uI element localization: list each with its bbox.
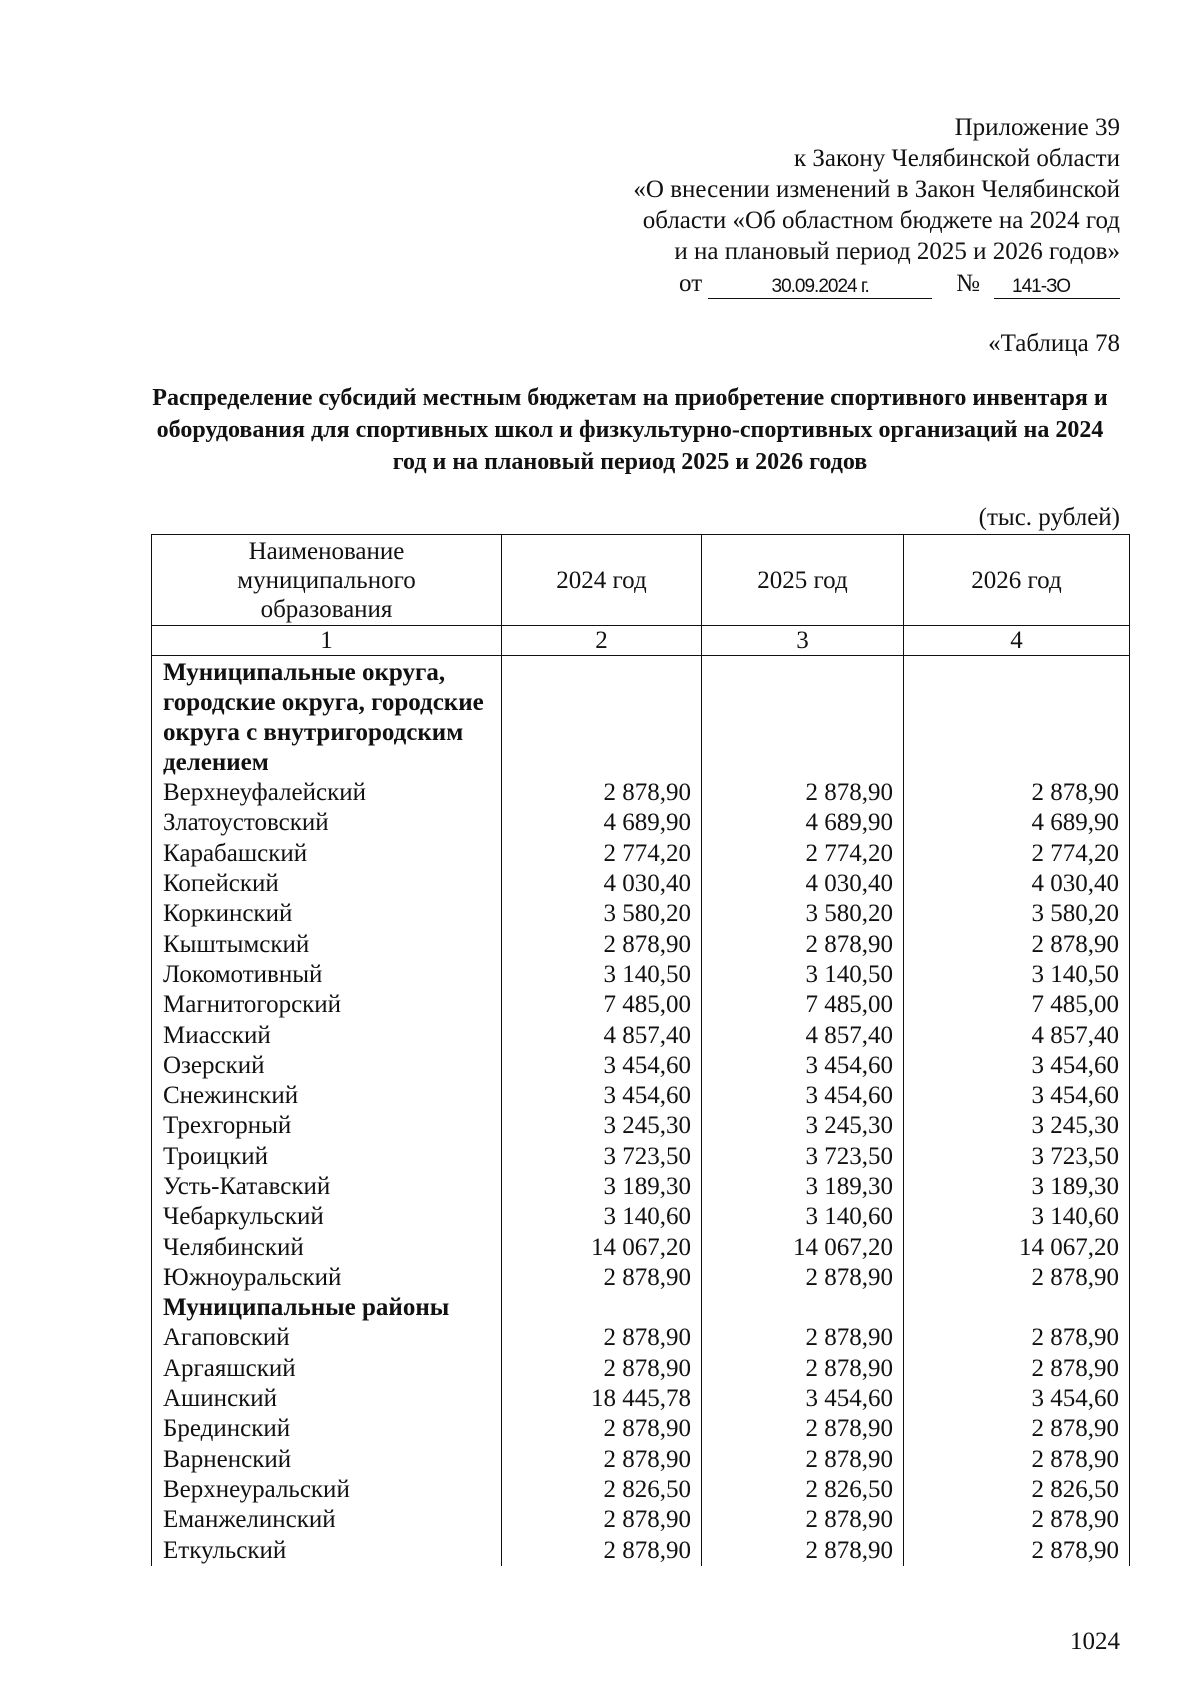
value-2025: 2 878,90: [702, 1354, 904, 1384]
value-2026: 2 878,90: [904, 1414, 1130, 1444]
value-2025: 3 454,60: [702, 1051, 904, 1081]
value-2024: 4 689,90: [502, 808, 702, 838]
value-2025: 2 878,90: [702, 929, 904, 959]
municipality-name: Кыштымский: [152, 929, 502, 959]
table-row: [152, 1142, 1130, 1172]
value-2024: 14 067,20: [502, 1232, 702, 1262]
appendix-line: Приложение 39: [954, 114, 1120, 141]
value-2025: 2 878,90: [702, 778, 904, 808]
table-row: [152, 1505, 1130, 1535]
table-row: [152, 899, 1130, 929]
municipality-name: Миасский: [152, 1020, 502, 1050]
header-municipality: Наименование муниципального образования: [152, 535, 502, 626]
value-2025: 2 878,90: [702, 1263, 904, 1293]
column-number: 3: [702, 626, 904, 656]
value-2024: 3 189,30: [502, 1172, 702, 1202]
table-body: [152, 656, 1130, 1566]
value-2024: 2 878,90: [502, 1445, 702, 1475]
value-2026: 3 140,60: [904, 1202, 1130, 1232]
table-row: [152, 1323, 1130, 1353]
value-2024: 2 878,90: [502, 1323, 702, 1353]
value-2025: 3 245,30: [702, 1111, 904, 1141]
value-2025: 3 140,60: [702, 1202, 904, 1232]
table-row: [152, 1020, 1130, 1050]
value-2025: 2 878,90: [702, 1414, 904, 1444]
law-number: 141-ЗО: [994, 276, 1120, 299]
law-date-number-line: [560, 265, 1120, 299]
value-2024: 3 454,60: [502, 1081, 702, 1111]
municipality-name: Муниципальные округа, городские округа, городские округа с внутригородским делением: [152, 656, 502, 779]
value-2024: 3 580,20: [502, 899, 702, 929]
table-row: [152, 1384, 1130, 1414]
value-2025: 2 878,90: [702, 1323, 904, 1353]
municipality-name: Агаповский: [152, 1323, 502, 1353]
value-2024: 3 454,60: [502, 1051, 702, 1081]
value-2025: [702, 1293, 904, 1323]
appendix-header: [560, 112, 1120, 299]
table-row: [152, 1354, 1130, 1384]
subsidy-table: [151, 534, 1130, 1566]
table-row: [152, 1232, 1130, 1262]
value-2026: 2 878,90: [904, 1445, 1130, 1475]
municipality-name: Озерский: [152, 1051, 502, 1081]
column-number-row: [152, 626, 1130, 656]
value-2026: [904, 1293, 1130, 1323]
value-2026: 2 878,90: [904, 1263, 1130, 1293]
value-2026: 4 030,40: [904, 869, 1130, 899]
value-2026: 2 878,90: [904, 929, 1130, 959]
value-2026: 3 723,50: [904, 1142, 1130, 1172]
value-2024: 2 878,90: [502, 1354, 702, 1384]
law-date: 30.09.2024 г.: [708, 276, 932, 299]
table-header-row: [152, 535, 1130, 626]
appendix-line: к Закону Челябинской области: [794, 145, 1120, 172]
value-2025: 3 189,30: [702, 1172, 904, 1202]
municipality-name: Чебаркульский: [152, 1202, 502, 1232]
appendix-line: области «Об областном бюджете на 2024 год: [642, 207, 1120, 234]
value-2026: 4 689,90: [904, 808, 1130, 838]
table-row: [152, 929, 1130, 959]
document-title: Распределение субсидий местным бюджетам на приобретение спортивного инвентаря и оборудования для спортивных школ и физкультурно-спортивных организаций на 2024 год и на плановый период 2025 и 2026 годов: [152, 385, 1108, 475]
municipality-name: Трехгорный: [152, 1111, 502, 1141]
table-row: [152, 1414, 1130, 1444]
date-prefix: от: [679, 270, 703, 297]
municipality-name: Усть-Катавский: [152, 1172, 502, 1202]
value-2025: 14 067,20: [702, 1232, 904, 1262]
units-label: (тыс. рублей): [978, 504, 1120, 531]
value-2024: 3 140,60: [502, 1202, 702, 1232]
table-row: [152, 1445, 1130, 1475]
value-2026: 3 454,60: [904, 1081, 1130, 1111]
section-row: [152, 1293, 1130, 1323]
value-2024: 3 140,50: [502, 960, 702, 990]
value-2025: 7 485,00: [702, 990, 904, 1020]
value-2024: [502, 656, 702, 779]
municipality-name: Карабашский: [152, 839, 502, 869]
value-2026: 3 454,60: [904, 1051, 1130, 1081]
municipality-name: Троицкий: [152, 1142, 502, 1172]
value-2025: 3 580,20: [702, 899, 904, 929]
value-2024: 2 878,90: [502, 1263, 702, 1293]
municipality-name: Еткульский: [152, 1535, 502, 1565]
value-2026: [904, 656, 1130, 779]
table-row: [152, 990, 1130, 1020]
header-2025: 2025 год: [702, 535, 904, 626]
value-2024: 18 445,78: [502, 1384, 702, 1414]
value-2026: 2 878,90: [904, 1354, 1130, 1384]
municipality-name: Снежинский: [152, 1081, 502, 1111]
municipality-name: Брединский: [152, 1414, 502, 1444]
appendix-line: «О внесении изменений в Закон Челябинской: [633, 176, 1120, 203]
value-2026: 2 878,90: [904, 1505, 1130, 1535]
header-2026: 2026 год: [904, 535, 1130, 626]
appendix-line: и на плановый период 2025 и 2026 годов»: [674, 238, 1120, 265]
value-2025: 4 030,40: [702, 869, 904, 899]
value-2025: [702, 656, 904, 779]
municipality-name: Златоустовский: [152, 808, 502, 838]
value-2024: 2 774,20: [502, 839, 702, 869]
value-2025: 2 878,90: [702, 1445, 904, 1475]
municipality-name: Челябинский: [152, 1232, 502, 1262]
value-2026: 3 580,20: [904, 899, 1130, 929]
value-2025: 3 140,50: [702, 960, 904, 990]
table-row: [152, 960, 1130, 990]
table-row: [152, 1081, 1130, 1111]
municipality-name: Локомотивный: [152, 960, 502, 990]
value-2026: 14 067,20: [904, 1232, 1130, 1262]
number-sign: №: [956, 270, 980, 297]
value-2024: 7 485,00: [502, 990, 702, 1020]
table-row: [152, 1263, 1130, 1293]
table-row: [152, 808, 1130, 838]
municipality-name: Коркинский: [152, 899, 502, 929]
value-2024: 2 878,90: [502, 929, 702, 959]
value-2026: 3 189,30: [904, 1172, 1130, 1202]
value-2025: 4 689,90: [702, 808, 904, 838]
table-row: [152, 839, 1130, 869]
value-2024: [502, 1293, 702, 1323]
municipality-name: Муниципальные районы: [152, 1293, 502, 1323]
value-2026: 3 454,60: [904, 1384, 1130, 1414]
value-2026: 7 485,00: [904, 990, 1130, 1020]
value-2024: 2 878,90: [502, 1505, 702, 1535]
value-2026: 2 878,90: [904, 778, 1130, 808]
value-2024: 3 723,50: [502, 1142, 702, 1172]
section-row: [152, 656, 1130, 779]
municipality-name: Магнитогорский: [152, 990, 502, 1020]
value-2025: 2 774,20: [702, 839, 904, 869]
column-number: 1: [152, 626, 502, 656]
table-row: [152, 778, 1130, 808]
municipality-name: Варненский: [152, 1445, 502, 1475]
municipality-name: Верхнеуральский: [152, 1475, 502, 1505]
table-row: [152, 1051, 1130, 1081]
table-row: [152, 1535, 1130, 1565]
value-2025: 3 723,50: [702, 1142, 904, 1172]
value-2024: 4 857,40: [502, 1020, 702, 1050]
municipality-name: Южноуральский: [152, 1263, 502, 1293]
value-2026: 3 140,50: [904, 960, 1130, 990]
municipality-name: Ашинский: [152, 1384, 502, 1414]
value-2024: 2 826,50: [502, 1475, 702, 1505]
municipality-name: Верхнеуфалейский: [152, 778, 502, 808]
value-2024: 3 245,30: [502, 1111, 702, 1141]
value-2024: 4 030,40: [502, 869, 702, 899]
municipality-name: Еманжелинский: [152, 1505, 502, 1535]
municipality-name: Аргаяшский: [152, 1354, 502, 1384]
value-2025: 2 878,90: [702, 1535, 904, 1565]
page-number: 1024: [1070, 1628, 1120, 1655]
table-row: [152, 1172, 1130, 1202]
value-2025: 3 454,60: [702, 1384, 904, 1414]
column-number: 2: [502, 626, 702, 656]
value-2025: 4 857,40: [702, 1020, 904, 1050]
value-2024: 2 878,90: [502, 778, 702, 808]
value-2026: 2 878,90: [904, 1323, 1130, 1353]
value-2025: 3 454,60: [702, 1081, 904, 1111]
header-2024: 2024 год: [502, 535, 702, 626]
table-row: [152, 1111, 1130, 1141]
table-label: «Таблица 78: [988, 330, 1120, 357]
value-2026: 2 878,90: [904, 1535, 1130, 1565]
column-number: 4: [904, 626, 1130, 656]
value-2026: 4 857,40: [904, 1020, 1130, 1050]
value-2024: 2 878,90: [502, 1535, 702, 1565]
table-row: [152, 1202, 1130, 1232]
value-2026: 3 245,30: [904, 1111, 1130, 1141]
value-2025: 2 878,90: [702, 1505, 904, 1535]
value-2026: 2 826,50: [904, 1475, 1130, 1505]
value-2025: 2 826,50: [702, 1475, 904, 1505]
table-row: [152, 869, 1130, 899]
table-row: [152, 1475, 1130, 1505]
value-2026: 2 774,20: [904, 839, 1130, 869]
municipality-name: Копейский: [152, 869, 502, 899]
value-2024: 2 878,90: [502, 1414, 702, 1444]
